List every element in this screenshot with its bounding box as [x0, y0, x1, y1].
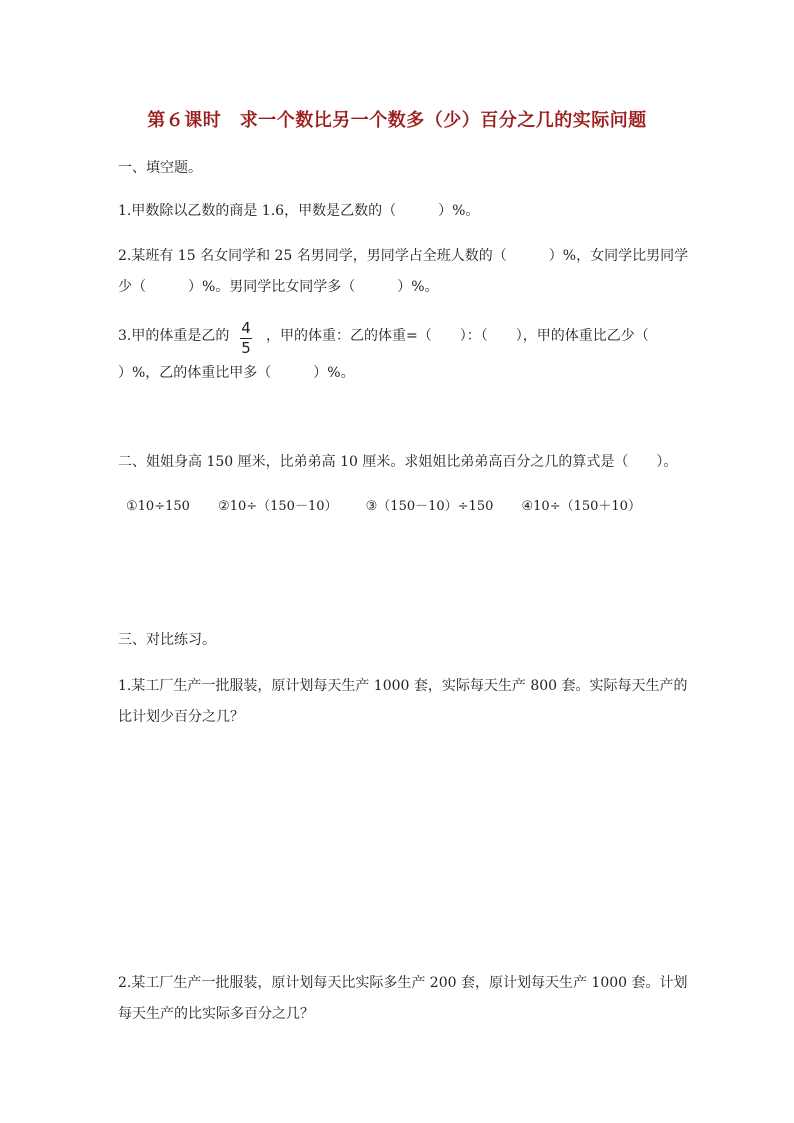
- question-3-1-line1: 1.某工厂生产一批服装，原计划每天生产 1000 套，实际每天生产 800 套。实际每天生产的: [118, 678, 688, 694]
- fraction-numerator: 4: [241, 319, 251, 337]
- section-2-heading: 二、姐姐身高 150 厘米，比弟弟高 10 厘米。求姐姐比弟弟高百分之几的算式是（ ）。: [118, 454, 678, 470]
- question-1-2-line1: 2.某班有 15 名女同学和 25 名男同学，男同学占全班人数的（ ）%，女同学比男同学: [118, 248, 689, 264]
- section-3-heading: 三、对比练习。: [118, 632, 216, 648]
- page-title: 第６课时 求一个数比另一个数多（少）百分之几的实际问题: [147, 110, 647, 131]
- section-2-options: [126, 497, 665, 517]
- option-1: ①10÷150: [126, 499, 190, 514]
- section-1-heading: 一、填空题。: [118, 160, 202, 176]
- fraction-denominator: 5: [241, 339, 251, 357]
- question-3-2-line1: 2.某工厂生产一批服装，原计划每天比实际多生产 200 套，原计划每天生产 1000 套。计划: [118, 975, 688, 991]
- question-1-1: 1.甲数除以乙数的商是 1.6，甲数是乙数的（ ）%。: [118, 203, 480, 219]
- question-1-2-line2: 少（ ）%。男同学比女同学多（ ）%。: [118, 279, 439, 295]
- option-4: ④10÷（150＋10）: [521, 499, 641, 514]
- question-1-3-part2: ，甲的体重：乙的体重=（ ）：（ ），甲的体重比乙少（: [266, 328, 649, 344]
- fraction-four-fifths: [238, 320, 254, 357]
- question-1-3-line2: ）%，乙的体重比甲多（ ）%。: [118, 365, 355, 381]
- option-3: ③（150－10）÷150: [365, 499, 494, 514]
- question-3-1-line2: 比计划少百分之几？: [118, 709, 244, 725]
- question-1-3-part1: 3.甲的体重是乙的: [118, 328, 230, 344]
- option-2: ②10÷（150－10）: [218, 499, 338, 514]
- question-3-2-line2: 每天生产的比实际多百分之几？: [118, 1006, 314, 1022]
